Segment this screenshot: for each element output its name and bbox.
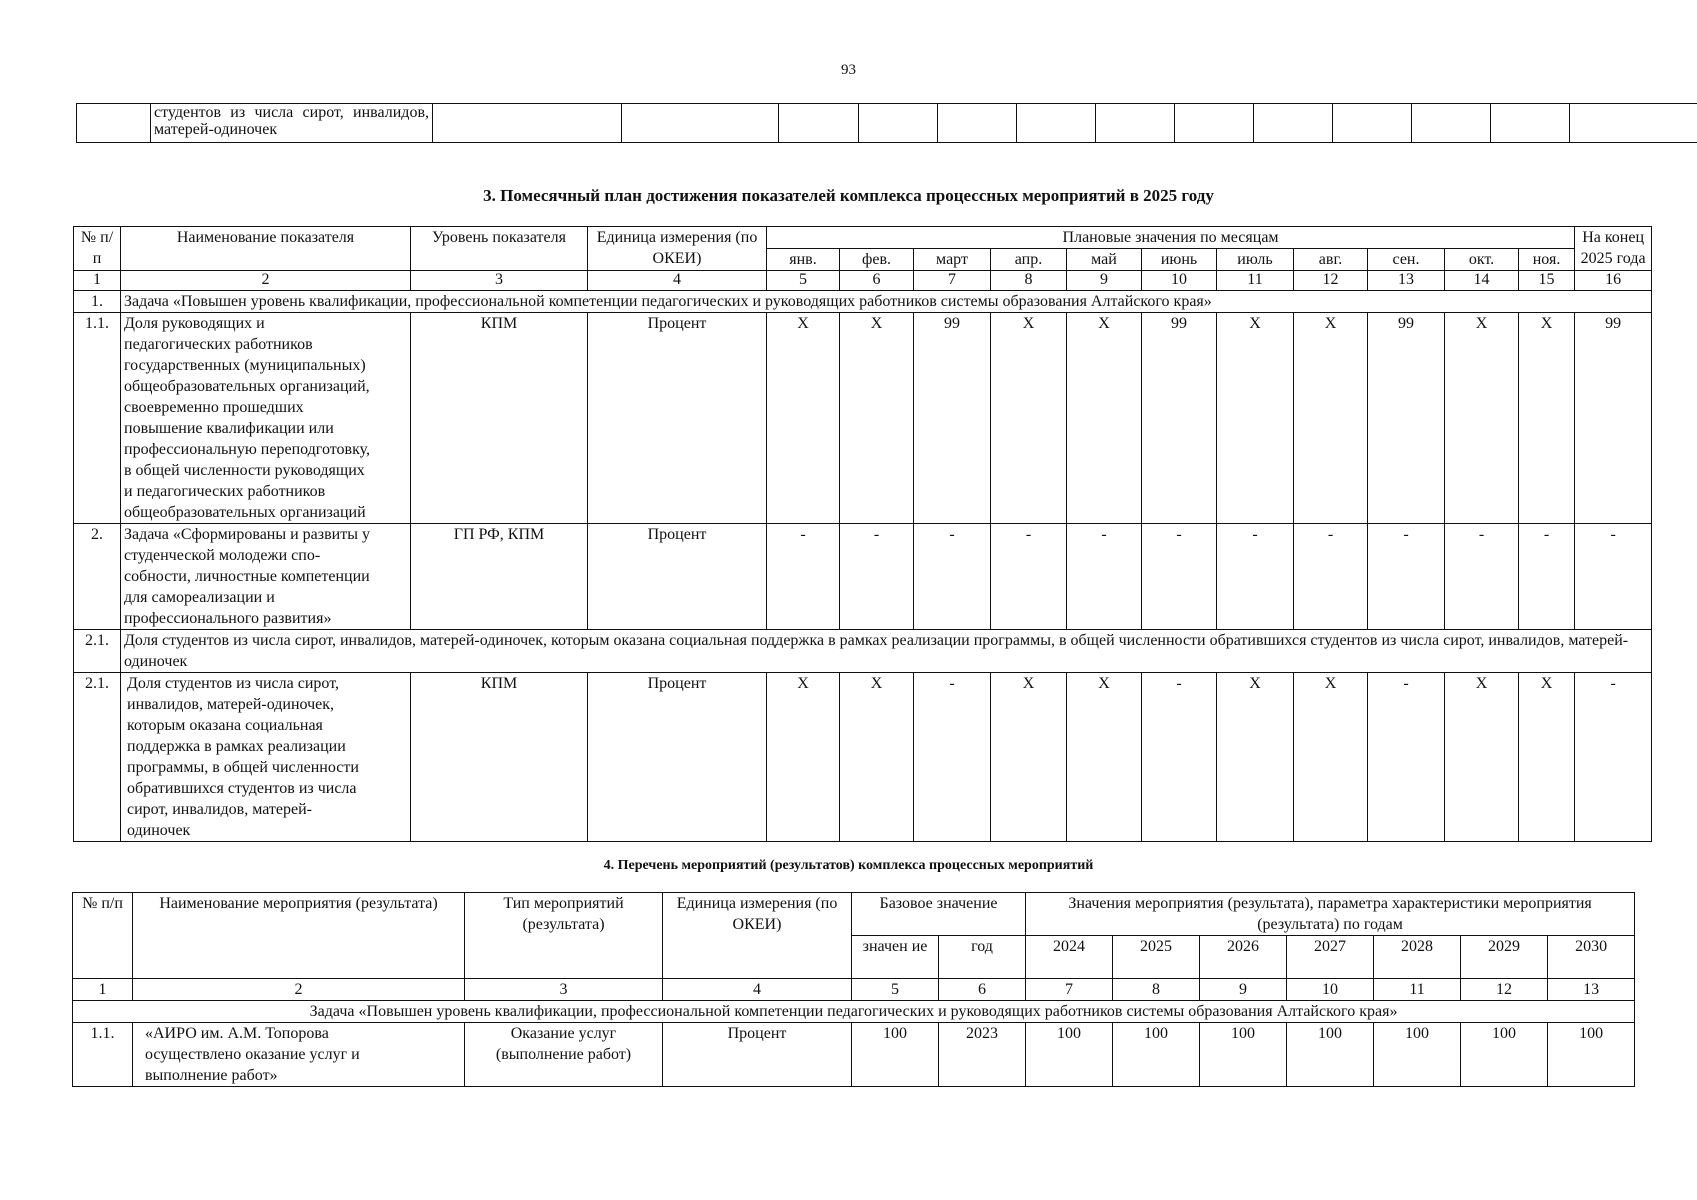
column-number: 3 <box>411 271 588 291</box>
column-number: 11 <box>1217 271 1294 291</box>
header-year: 2028 <box>1374 936 1461 979</box>
month-value: - <box>1217 524 1294 630</box>
month-value: X <box>1294 673 1368 842</box>
indicator-level: КПМ <box>411 673 588 842</box>
section-3-title: 3. Помесячный план достижения показателей комплекса процессных мероприятий в 2025 году <box>483 186 1214 205</box>
month-value: - <box>1445 524 1519 630</box>
year-value: 100 <box>1287 1023 1374 1087</box>
previous-table-continuation <box>76 103 1697 143</box>
year-value: 100 <box>1374 1023 1461 1087</box>
month-value: X <box>991 313 1067 524</box>
month-value: X <box>991 673 1067 842</box>
section-4-title: 4. Перечень мероприятий (результатов) комплекса процессных мероприятий <box>603 858 1094 873</box>
month-value: X <box>840 673 914 842</box>
task-text: Задача «Повышен уровень квалификации, профессиональной компетенции педагогических и руководящих работников системы образования Алтайского края» <box>121 291 1652 313</box>
table-row <box>74 524 1652 630</box>
month-value: X <box>1294 313 1368 524</box>
month-value: - <box>914 673 991 842</box>
column-number: 12 <box>1461 979 1548 1001</box>
task-row <box>74 630 1652 673</box>
month-value: X <box>1519 673 1575 842</box>
task-num: 2.1. <box>74 630 121 673</box>
month-value: X <box>767 673 840 842</box>
header-num: № п/п <box>74 227 121 271</box>
indicator-name: Доля руководящих и педагогических работников государственных (муниципальных) общеобразовательных организаций, своевременно прошедших повышение квалификации или профессиональную переподготовку, в общей численности руководящих и педагогических работников общеобразовательных организаций <box>121 313 411 524</box>
column-number: 1 <box>74 271 121 291</box>
column-number: 10 <box>1142 271 1217 291</box>
column-number: 13 <box>1548 979 1635 1001</box>
header-base: Базовое значение <box>852 893 1026 936</box>
column-number: 13 <box>1368 271 1445 291</box>
header-month: янв. <box>767 249 840 271</box>
header-month: июль <box>1217 249 1294 271</box>
activities-table <box>72 892 1635 1087</box>
page-number: 93 <box>841 62 856 78</box>
month-value: X <box>840 313 914 524</box>
row-num: 1.1. <box>73 1023 133 1087</box>
table-row <box>74 673 1652 842</box>
header-month: ноя. <box>1519 249 1575 271</box>
header-base-value: значен ие <box>852 936 939 979</box>
activity-unit: Процент <box>663 1023 852 1087</box>
header-month: авг. <box>1294 249 1368 271</box>
month-value: X <box>1445 673 1519 842</box>
column-number: 2 <box>121 271 411 291</box>
header-level: Уровень показателя <box>411 227 588 271</box>
header-base-year: год <box>939 936 1026 979</box>
header-year: 2030 <box>1548 936 1635 979</box>
column-number: 5 <box>767 271 840 291</box>
month-value: - <box>991 524 1067 630</box>
column-number: 8 <box>991 271 1067 291</box>
indicator-name: Задача «Сформированы и развиты у студенческой молодежи спо- собности, личностные компетенции для самореализации и профессионального развития» <box>121 524 411 630</box>
year-value: 100 <box>1113 1023 1200 1087</box>
row-text: студентов из числа сирот, инвалидов, матерей-одиночек <box>151 104 433 143</box>
month-value: - <box>1142 524 1217 630</box>
header-year: 2027 <box>1287 936 1374 979</box>
header-month: сен. <box>1368 249 1445 271</box>
column-number: 7 <box>1026 979 1113 1001</box>
month-value: - <box>1294 524 1368 630</box>
column-number: 15 <box>1519 271 1575 291</box>
task-row <box>73 1001 1635 1023</box>
column-number: 9 <box>1200 979 1287 1001</box>
end-value: - <box>1575 673 1652 842</box>
year-value: 100 <box>1548 1023 1635 1087</box>
task-text: Доля студентов из числа сирот, инвалидов, матерей-одиночек, которым оказана социальная поддержка в рамках реализации программы, в общей численности обратившихся студентов из числа сирот, инвалидов, матерей-одиночек <box>121 630 1652 673</box>
end-value: 99 <box>1575 313 1652 524</box>
month-value: - <box>1519 524 1575 630</box>
header-month: апр. <box>991 249 1067 271</box>
header-month: окт. <box>1445 249 1519 271</box>
month-value: - <box>767 524 840 630</box>
activity-type: Оказание услуг (выполнение работ) <box>465 1023 663 1087</box>
header-year: 2024 <box>1026 936 1113 979</box>
month-value: X <box>1217 673 1294 842</box>
month-value: X <box>1067 673 1142 842</box>
row-num: 2. <box>74 524 121 630</box>
column-number: 11 <box>1374 979 1461 1001</box>
indicator-unit: Процент <box>588 524 767 630</box>
month-value: - <box>1368 673 1445 842</box>
column-number: 6 <box>939 979 1026 1001</box>
header-month: май <box>1067 249 1142 271</box>
month-value: - <box>1067 524 1142 630</box>
month-value: - <box>1368 524 1445 630</box>
month-value: - <box>1142 673 1217 842</box>
task-row <box>74 291 1652 313</box>
end-value: - <box>1575 524 1652 630</box>
column-number: 14 <box>1445 271 1519 291</box>
month-value: 99 <box>1368 313 1445 524</box>
indicator-name: Доля студентов из числа сирот, инвалидов, матерей-одиночек, которым оказана социальная поддержка в рамках реализации программы, в общей численности обратившихся студентов из числа сирот, инвалидов, матерей- одиночек <box>121 673 411 842</box>
header-num: № п/п <box>73 893 133 979</box>
monthly-plan-table <box>73 226 1652 842</box>
column-number: 6 <box>840 271 914 291</box>
column-number: 12 <box>1294 271 1368 291</box>
indicator-unit: Процент <box>588 673 767 842</box>
header-month: июнь <box>1142 249 1217 271</box>
header-name: Наименование мероприятия (результата) <box>133 893 465 979</box>
column-numbers-row <box>73 979 1635 1001</box>
table-row <box>74 313 1652 524</box>
column-number: 4 <box>588 271 767 291</box>
header-month: фев. <box>840 249 914 271</box>
header-year: 2025 <box>1113 936 1200 979</box>
month-value: X <box>1519 313 1575 524</box>
row-num: 1.1. <box>74 313 121 524</box>
header-name: Наименование показателя <box>121 227 411 271</box>
task-num: 1. <box>74 291 121 313</box>
month-value: X <box>1445 313 1519 524</box>
task-text: Задача «Повышен уровень квалификации, профессиональной компетенции педагогических и руководящих работников системы образования Алтайского края» <box>73 1001 1635 1023</box>
header-type: Тип мероприятий (результата) <box>465 893 663 979</box>
column-number: 4 <box>663 979 852 1001</box>
month-value: X <box>1217 313 1294 524</box>
year-value: 100 <box>1461 1023 1548 1087</box>
base-value: 100 <box>852 1023 939 1087</box>
column-number: 3 <box>465 979 663 1001</box>
column-number: 5 <box>852 979 939 1001</box>
column-number: 16 <box>1575 271 1652 291</box>
indicator-level: КПМ <box>411 313 588 524</box>
activity-name: «АИРО им. А.М. Топорова осуществлено оказание услуг и выполнение работ» <box>133 1023 465 1087</box>
month-value: X <box>767 313 840 524</box>
column-number: 7 <box>914 271 991 291</box>
header-month: март <box>914 249 991 271</box>
header-year: 2029 <box>1461 936 1548 979</box>
header-year: 2026 <box>1200 936 1287 979</box>
month-value: - <box>840 524 914 630</box>
row-num: 2.1. <box>74 673 121 842</box>
table-row <box>73 1023 1635 1087</box>
header-unit: Единица измерения (по ОКЕИ) <box>663 893 852 979</box>
column-number: 8 <box>1113 979 1200 1001</box>
year-value: 100 <box>1026 1023 1113 1087</box>
header-values-by-year: Значения мероприятия (результата), параметра характеристики мероприятия (результата) по годам <box>1026 893 1635 936</box>
column-numbers-row <box>74 271 1652 291</box>
indicator-unit: Процент <box>588 313 767 524</box>
base-year: 2023 <box>939 1023 1026 1087</box>
month-value: 99 <box>914 313 991 524</box>
column-number: 9 <box>1067 271 1142 291</box>
month-value: X <box>1067 313 1142 524</box>
table-row <box>77 104 1697 143</box>
year-value: 100 <box>1200 1023 1287 1087</box>
month-value: - <box>914 524 991 630</box>
indicator-level: ГП РФ, КПМ <box>411 524 588 630</box>
header-end-of-year: На конец 2025 года <box>1575 227 1652 271</box>
header-planned: Плановые значения по месяцам <box>767 227 1575 249</box>
header-unit: Единица измерения (по ОКЕИ) <box>588 227 767 271</box>
month-value: 99 <box>1142 313 1217 524</box>
column-number: 2 <box>133 979 465 1001</box>
column-number: 1 <box>73 979 133 1001</box>
column-number: 10 <box>1287 979 1374 1001</box>
